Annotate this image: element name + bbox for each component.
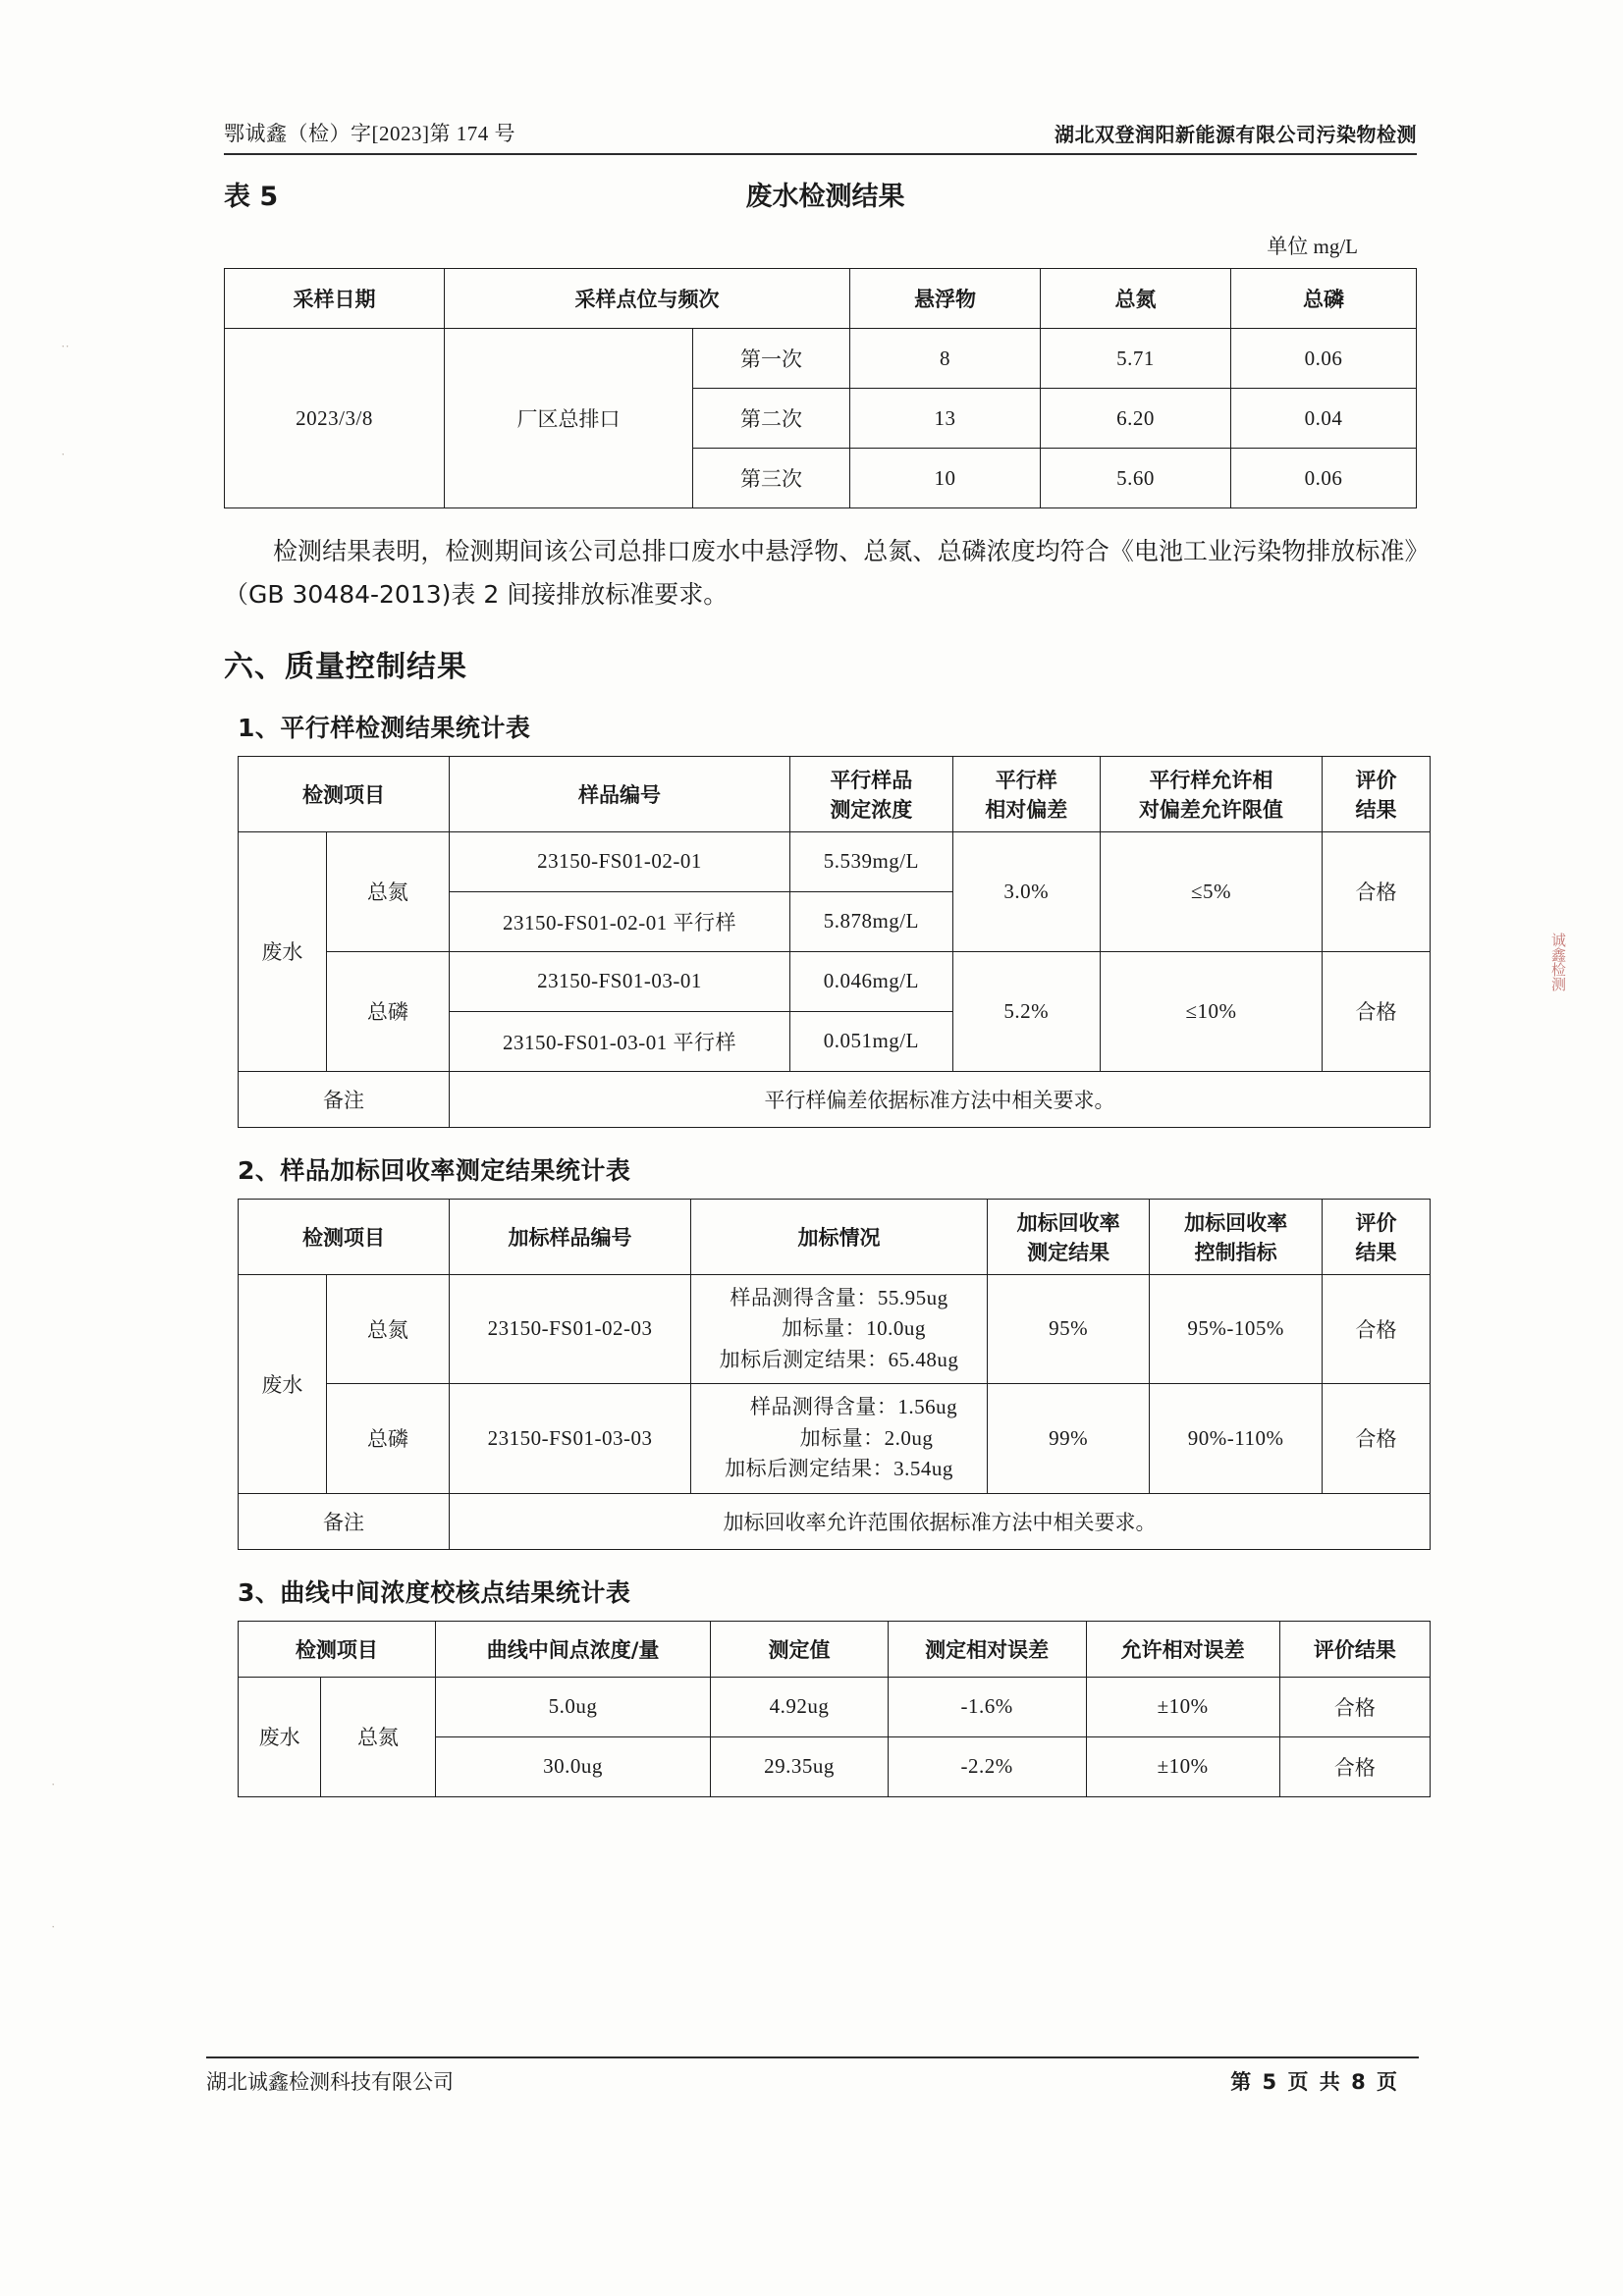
tp-value-2: 0.04 — [1231, 389, 1417, 449]
document-footer — [206, 2056, 1419, 2096]
col-parallel-conc — [790, 756, 952, 831]
spike-item-tp: 总磷 — [326, 1384, 449, 1494]
item-total-nitrogen: 总氮 — [326, 831, 449, 951]
sampling-point-value: 厂区总排口 — [445, 329, 693, 508]
frequency-2: 第二次 — [693, 389, 850, 449]
table-row — [239, 1677, 1431, 1736]
result-tn: 合格 — [1322, 831, 1430, 951]
curve-measured-1: 4.92ug — [711, 1677, 888, 1736]
col-test-item: 检测项目 — [239, 756, 450, 831]
note-label-parallel: 备注 — [239, 1071, 450, 1127]
matrix-wastewater-spike: 废水 — [239, 1274, 327, 1493]
col-sampling-date: 采样日期 — [225, 269, 445, 329]
parallel-sample-table — [238, 756, 1431, 1128]
conclusion-paragraph: 检测结果表明，检测期间该公司总排口废水中悬浮物、总氮、总磷浓度均符合《电池工业污染物排放标准》（GB 30484-2013)表 2 间接排放标准要求。 — [224, 537, 1417, 609]
col-evaluation — [1322, 756, 1430, 831]
recovery-result-tn: 合格 — [1322, 1274, 1430, 1384]
col-recovery-result — [987, 1199, 1149, 1274]
col-measured-value: 测定值 — [711, 1621, 888, 1677]
sample-conc-tn-2: 5.878mg/L — [790, 891, 952, 951]
curve-allowed-2: ±10% — [1086, 1736, 1279, 1796]
col-evaluation-line1: 评价 — [1355, 768, 1397, 792]
curve-conc-2: 30.0ug — [435, 1736, 711, 1796]
table-row — [239, 951, 1431, 1011]
col-allowed-deviation-line2: 对偏差允许限值 — [1138, 797, 1283, 822]
tp-value-1: 0.06 — [1231, 329, 1417, 389]
curve-measured-2: 29.35ug — [711, 1736, 888, 1796]
matrix-wastewater-curve: 废水 — [239, 1677, 321, 1796]
table5-caption — [224, 175, 1417, 213]
table-row — [239, 831, 1431, 891]
tn-value-1: 5.71 — [1041, 329, 1231, 389]
table-header-row — [239, 756, 1431, 831]
col-rel-deviation — [952, 756, 1100, 831]
col-parallel-conc-line1: 平行样品 — [830, 768, 913, 792]
sample-id-tp-2: 23150-FS01-03-01 平行样 — [449, 1011, 789, 1071]
spike-detail-tn-line3: 加标后测定结果：65.48ug — [719, 1347, 959, 1371]
recovery-tn: 95% — [987, 1274, 1149, 1384]
col-total-nitrogen: 总氮 — [1041, 269, 1231, 329]
table5-number: 表 5 — [224, 182, 279, 212]
deviation-tn: 3.0% — [952, 831, 1100, 951]
matrix-wastewater: 废水 — [239, 831, 327, 1071]
tn-value-2: 6.20 — [1041, 389, 1231, 449]
col-sampling-point-freq: 采样点位与频次 — [445, 269, 850, 329]
col-total-phosphorus: 总磷 — [1231, 269, 1417, 329]
item-total-phosphorus: 总磷 — [326, 951, 449, 1071]
col-spike-detail: 加标情况 — [691, 1199, 988, 1274]
sampling-date-value: 2023/3/8 — [225, 329, 445, 508]
note-text-parallel: 平行样偏差依据标准方法中相关要求。 — [449, 1071, 1430, 1127]
spike-detail-tn-line1: 样品测得含量：55.95ug — [730, 1285, 948, 1309]
tp-value-3: 0.06 — [1231, 449, 1417, 508]
frequency-3: 第三次 — [693, 449, 850, 508]
col-suspended-solids: 悬浮物 — [850, 269, 1041, 329]
curve-allowed-1: ±10% — [1086, 1677, 1279, 1736]
spike-recovery-table — [238, 1199, 1431, 1550]
note-label-spike: 备注 — [239, 1493, 450, 1549]
scan-artifact-4: · — [51, 1919, 56, 1934]
ss-value-1: 8 — [850, 329, 1041, 389]
recovery-tp: 99% — [987, 1384, 1149, 1494]
col-allowed-error: 允许相对误差 — [1086, 1621, 1279, 1677]
subsection-title-1: 1、平行样检测结果统计表 — [238, 713, 531, 742]
ss-value-3: 10 — [850, 449, 1041, 508]
col-sample-id: 样品编号 — [449, 756, 789, 831]
col-recovery-control-line2: 控制指标 — [1194, 1240, 1277, 1264]
col-recovery-result-line2: 测定结果 — [1027, 1240, 1110, 1264]
sample-conc-tp-1: 0.046mg/L — [790, 951, 952, 1011]
sample-conc-tp-2: 0.051mg/L — [790, 1011, 952, 1071]
spike-detail-tp — [691, 1384, 988, 1494]
scan-artifact-1: ·· — [61, 339, 70, 353]
col-midpoint-conc: 曲线中间点浓度/量 — [435, 1621, 711, 1677]
col-relative-error: 测定相对误差 — [888, 1621, 1086, 1677]
col-test-item-spike: 检测项目 — [239, 1199, 450, 1274]
col-evaluation-spike — [1322, 1199, 1430, 1274]
spike-detail-tp-line3: 加标后测定结果：3.54ug — [725, 1457, 953, 1480]
spike-detail-tn — [691, 1274, 988, 1384]
table-row — [239, 1384, 1431, 1494]
curve-rel-error-1: -1.6% — [888, 1677, 1086, 1736]
recovery-control-tp: 90%-110% — [1150, 1384, 1323, 1494]
sample-id-tp-1: 23150-FS01-03-01 — [449, 951, 789, 1011]
deviation-tp: 5.2% — [952, 951, 1100, 1071]
spike-detail-tp-line1: 样品测得含量：1.56ug — [749, 1395, 958, 1418]
col-parallel-conc-line2: 测定浓度 — [830, 797, 913, 822]
col-spike-sample-id: 加标样品编号 — [449, 1199, 690, 1274]
section-title-6: 六、质量控制结果 — [224, 649, 467, 684]
footer-pages: 第 5 页 共 8 页 — [1230, 2070, 1399, 2094]
wastewater-results-table — [224, 268, 1417, 508]
col-rel-deviation-line2: 相对偏差 — [985, 797, 1068, 822]
report-number: 鄂诚鑫（检）字[2023]第 174 号 — [224, 122, 515, 145]
margin-red-stamp: 诚鑫检测 — [1549, 933, 1567, 991]
curve-result-2: 合格 — [1279, 1736, 1430, 1796]
project-title: 湖北双登润阳新能源有限公司污染物检测 — [1055, 123, 1417, 146]
table-header-row — [239, 1621, 1431, 1677]
note-text-spike: 加标回收率允许范围依据标准方法中相关要求。 — [449, 1493, 1430, 1549]
subsection-title-3: 3、曲线中间浓度校核点结果统计表 — [238, 1577, 631, 1607]
col-recovery-control — [1150, 1199, 1323, 1274]
spike-detail-tn-line2: 加标量：10.0ug — [782, 1316, 926, 1340]
col-allowed-deviation — [1100, 756, 1322, 831]
sample-id-tn-1: 23150-FS01-02-01 — [449, 831, 789, 891]
col-evaluation-line2: 结果 — [1355, 797, 1397, 822]
subsection-title-2: 2、样品加标回收率测定结果统计表 — [238, 1155, 631, 1185]
col-recovery-control-line1: 加标回收率 — [1184, 1210, 1288, 1235]
col-recovery-result-line1: 加标回收率 — [1016, 1210, 1120, 1235]
spike-detail-tp-line2: 加标量：2.0ug — [799, 1425, 934, 1450]
table-header-row — [225, 269, 1417, 329]
frequency-1: 第一次 — [693, 329, 850, 389]
scan-artifact-2: · — [61, 447, 66, 461]
document-header — [224, 118, 1417, 155]
scan-artifact-3: · — [51, 1777, 56, 1791]
spike-item-tn: 总氮 — [326, 1274, 449, 1384]
table-header-row — [239, 1199, 1431, 1274]
col-evaluation-curve: 评价结果 — [1279, 1621, 1430, 1677]
limit-tp: ≤10% — [1100, 951, 1322, 1071]
recovery-control-tn: 95%-105% — [1150, 1274, 1323, 1384]
curve-item-tn: 总氮 — [321, 1677, 435, 1796]
sample-id-tn-2: 23150-FS01-02-01 平行样 — [449, 891, 789, 951]
footer-company: 湖北诚鑫检测科技有限公司 — [206, 2070, 454, 2094]
table-note-row — [239, 1071, 1431, 1127]
col-evaluation-spike-line2: 结果 — [1355, 1240, 1397, 1264]
table5-unit: 单位 mg/L — [1267, 235, 1358, 258]
table5-title: 废水检测结果 — [745, 182, 905, 212]
curve-conc-1: 5.0ug — [435, 1677, 711, 1736]
spike-sample-id-tn: 23150-FS01-02-03 — [449, 1274, 690, 1384]
curve-result-1: 合格 — [1279, 1677, 1430, 1736]
sample-conc-tn-1: 5.539mg/L — [790, 831, 952, 891]
limit-tn: ≤5% — [1100, 831, 1322, 951]
col-allowed-deviation-line1: 平行样允许相 — [1149, 768, 1273, 792]
result-tp: 合格 — [1322, 951, 1430, 1071]
col-evaluation-spike-line1: 评价 — [1355, 1210, 1397, 1235]
recovery-result-tp: 合格 — [1322, 1384, 1430, 1494]
col-rel-deviation-line1: 平行样 — [995, 768, 1057, 792]
table-row — [225, 329, 1417, 389]
table-note-row — [239, 1493, 1431, 1549]
curve-check-table — [238, 1621, 1431, 1797]
page-content — [224, 118, 1417, 1797]
ss-value-2: 13 — [850, 389, 1041, 449]
spike-sample-id-tp: 23150-FS01-03-03 — [449, 1384, 690, 1494]
curve-rel-error-2: -2.2% — [888, 1736, 1086, 1796]
table-row — [239, 1274, 1431, 1384]
col-test-item-curve: 检测项目 — [239, 1621, 436, 1677]
tn-value-3: 5.60 — [1041, 449, 1231, 508]
